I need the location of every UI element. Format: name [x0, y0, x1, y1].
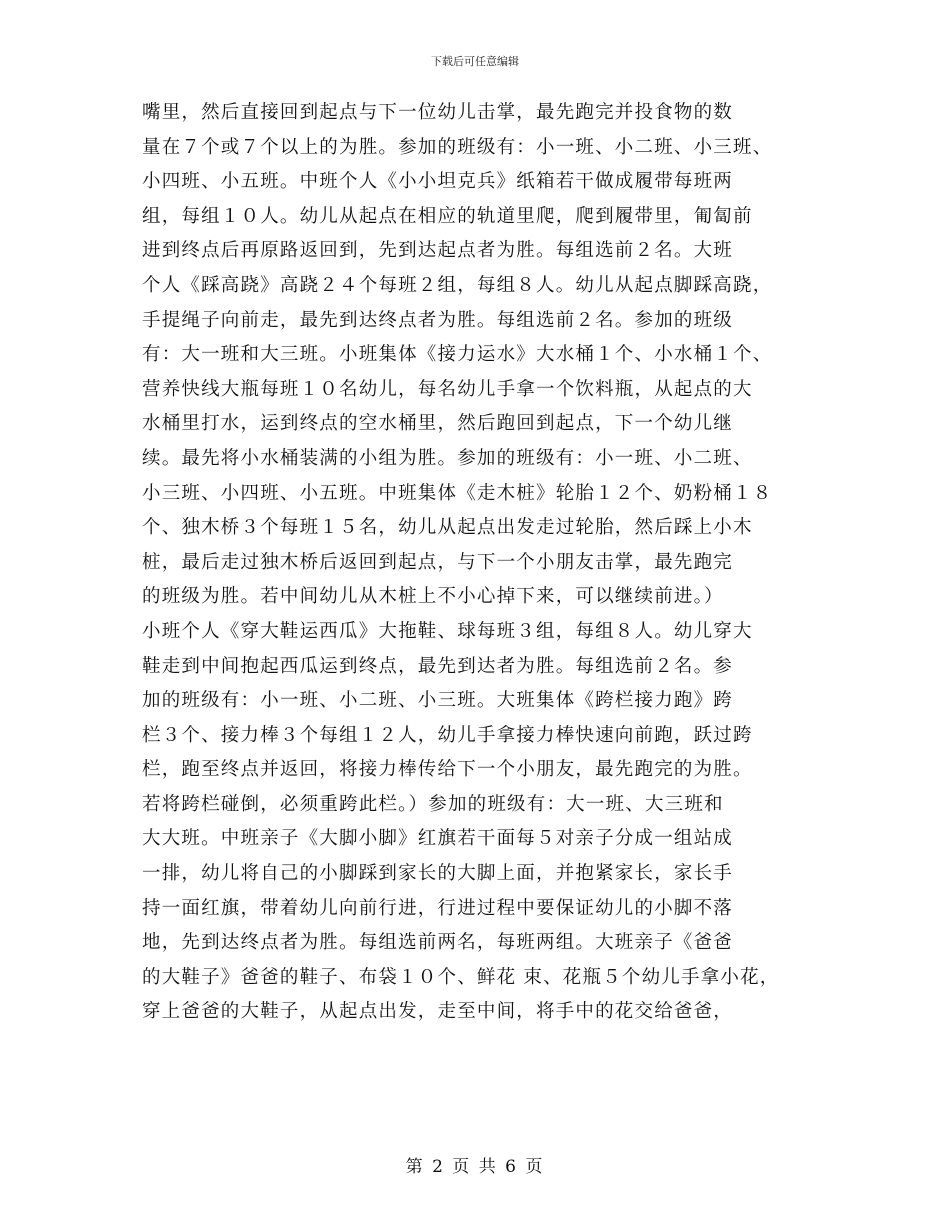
text-line: 组，每组１０人。幼儿从起点在相应的轨道里爬，爬到履带里，匍匐前 [142, 205, 753, 227]
text-line: 大大班。中班亲子《大脚小脚》红旗若干面每５对亲子分成一组站成 [142, 828, 734, 850]
text-line: 的班级为胜。若中间幼儿从木桩上不小心掉下来，可以继续前进。） [142, 586, 724, 608]
text-line: 营养快线大瓶每班１０名幼儿，每名幼儿手拿一个饮料瓶，从起点的大 [142, 378, 753, 400]
text-line: 持一面红旗，带着幼儿向前行进，行进过程中要保证幼儿的小脚不落 [142, 897, 734, 919]
text-line: 个、独木桥３个每班１５名，幼儿从起点出发走过轮胎，然后踩上小木 [142, 517, 753, 539]
text-line: 穿上爸爸的大鞋子，从起点出发，走至中间，将手中的花交给爸爸， [142, 1001, 734, 1023]
page-number: 第 2 页 共 6 页 [405, 1157, 545, 1177]
text-line: 若将跨栏碰倒，必须重跨此栏。）参加的班级有：大一班、大三班和 [142, 793, 724, 815]
text-line: 续。最先将小水桶装满的小组为胜。参加的班级有：小一班、小二班、 [142, 447, 753, 469]
text-line: 嘴里，然后直接回到起点与下一位幼儿击掌，最先跑完并投食物的数 [142, 102, 734, 123]
text-line: 一排，幼儿将自己的小脚踩到家长的大脚上面，并抱紧家长，家长手 [142, 863, 734, 885]
text-line: 鞋走到中间抱起西瓜运到终点，最先到达者为胜。每组选前２名。参 [142, 655, 734, 677]
text-line: 小三班、小四班、小五班。中班集体《走木桩》轮胎１２个、奶粉桶１８ [142, 482, 773, 504]
text-line: 桩，最后走过独木桥后返回到起点，与下一个小朋友击掌，最先跑完 [142, 551, 734, 573]
page-header: 下载后可任意编辑 [431, 55, 519, 68]
text-line: 加的班级有：小一班、小二班、小三班。大班集体《跨栏接力跑》跨 [142, 690, 734, 712]
text-line: 量在７个或７个以上的为胜。参加的班级有：小一班、小二班、小三班、 [142, 136, 773, 158]
text-line: 进到终点后再原路返回到，先到达起点者为胜。每组选前２名。大班 [142, 240, 734, 262]
document-body [142, 96, 814, 1030]
text-line: 个人《踩高跷》高跷２４个每班２组，每组８人。幼儿从起点脚踩高跷， [142, 274, 773, 296]
text-line: 手提绳子向前走，最先到达终点者为胜。每组选前２名。参加的班级 [142, 309, 734, 331]
text-line: 小班个人《穿大鞋运西瓜》大拖鞋、球每班３组，每组８人。幼儿穿大 [142, 620, 753, 642]
text-line: 小四班、小五班。中班个人《小小坦克兵》纸箱若干做成履带每班两 [142, 171, 734, 193]
text-line: 的大鞋子》爸爸的鞋子、布袋１０个、鲜花 束、花瓶５个幼儿手拿小花， [142, 966, 780, 988]
text-line: 栏，跑至终点并返回，将接力棒传给下一个小朋友，最先跑完的为胜。 [142, 759, 753, 781]
text-line: 栏３个、接力棒３个每组１２人，幼儿手拿接力棒快速向前跑，跃过跨 [142, 724, 753, 746]
text-line: 地，先到达终点者为胜。每组选前两名，每班两组。大班亲子《爸爸 [142, 932, 734, 954]
text-line: 有：大一班和大三班。小班集体《接力运水》大水桶１个、小水桶１个、 [142, 344, 773, 366]
text-line: 水桶里打水，运到终点的空水桶里，然后跑回到起点，下一个幼儿继 [142, 413, 734, 435]
